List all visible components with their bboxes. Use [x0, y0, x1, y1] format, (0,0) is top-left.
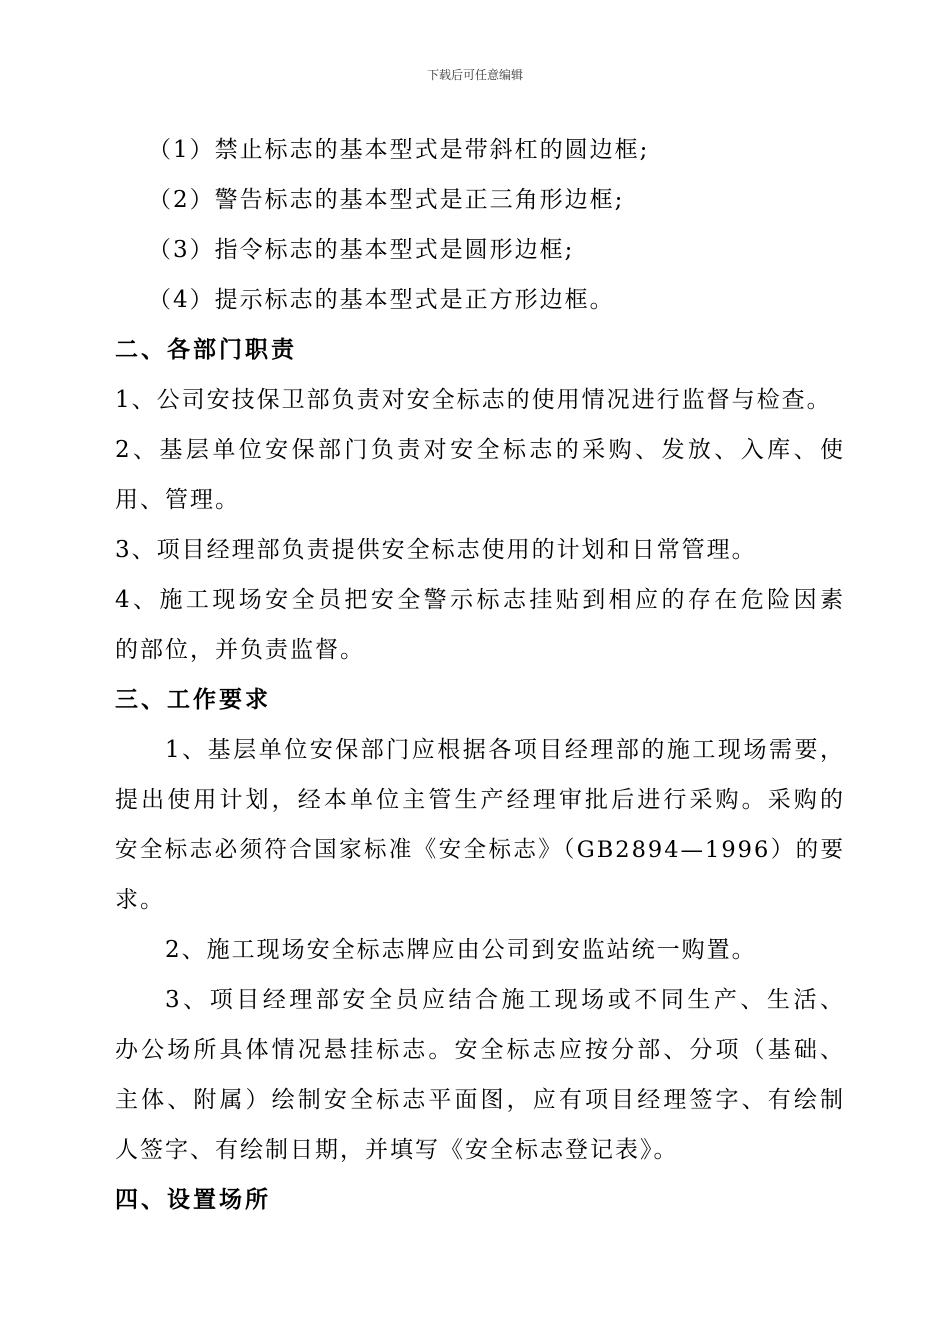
section-heading: 四、设置场所	[115, 1187, 271, 1213]
paragraph: 4、施工现场安全员把安全警示标志挂贴到相应的存在危险因素	[115, 587, 845, 613]
paragraph: 3、项目经理部安全员应结合施工现场或不同生产、生活、	[165, 987, 845, 1013]
list-item: （4）提示标志的基本型式是正方形边框。	[148, 287, 615, 313]
paragraph: 办公场所具体情况悬挂标志。安全标志应按分部、分项（基础、	[115, 1037, 845, 1063]
section-heading: 二、各部门职责	[115, 337, 297, 363]
paragraph: 主体、附属）绘制安全标志平面图，应有项目经理签字、有绘制	[115, 1087, 845, 1113]
section-heading: 三、工作要求	[115, 687, 271, 713]
paragraph: 的部位，并负责监督。	[115, 637, 365, 663]
paragraph: 2、施工现场安全标志牌应由公司到安监站统一购置。	[165, 937, 757, 963]
paragraph: 求。	[115, 887, 165, 913]
paragraph: 2、基层单位安保部门负责对安全标志的采购、发放、入库、使	[115, 437, 845, 463]
list-item: （3）指令标志的基本型式是圆形边框;	[148, 237, 575, 263]
paragraph: 1、基层单位安保部门应根据各项目经理部的施工现场需要，	[165, 737, 845, 763]
list-item: （2）警告标志的基本型式是正三角形边框;	[148, 187, 625, 213]
paragraph: 安全标志必须符合国家标准《安全标志》（GB2894—1996）的要	[115, 837, 845, 863]
paragraph: 提出使用计划，经本单位主管生产经理审批后进行采购。采购的	[115, 787, 845, 813]
paragraph: 1、公司安技保卫部负责对安全标志的使用情况进行监督与检查。	[115, 387, 832, 413]
paragraph: 用、管理。	[115, 487, 240, 513]
page-header: 下载后可任意编辑	[426, 68, 523, 82]
list-item: （1）禁止标志的基本型式是带斜杠的圆边框;	[148, 137, 650, 163]
paragraph: 人签字、有绘制日期，并填写《安全标志登记表》。	[115, 1137, 679, 1163]
paragraph: 3、项目经理部负责提供安全标志使用的计划和日常管理。	[115, 537, 757, 563]
